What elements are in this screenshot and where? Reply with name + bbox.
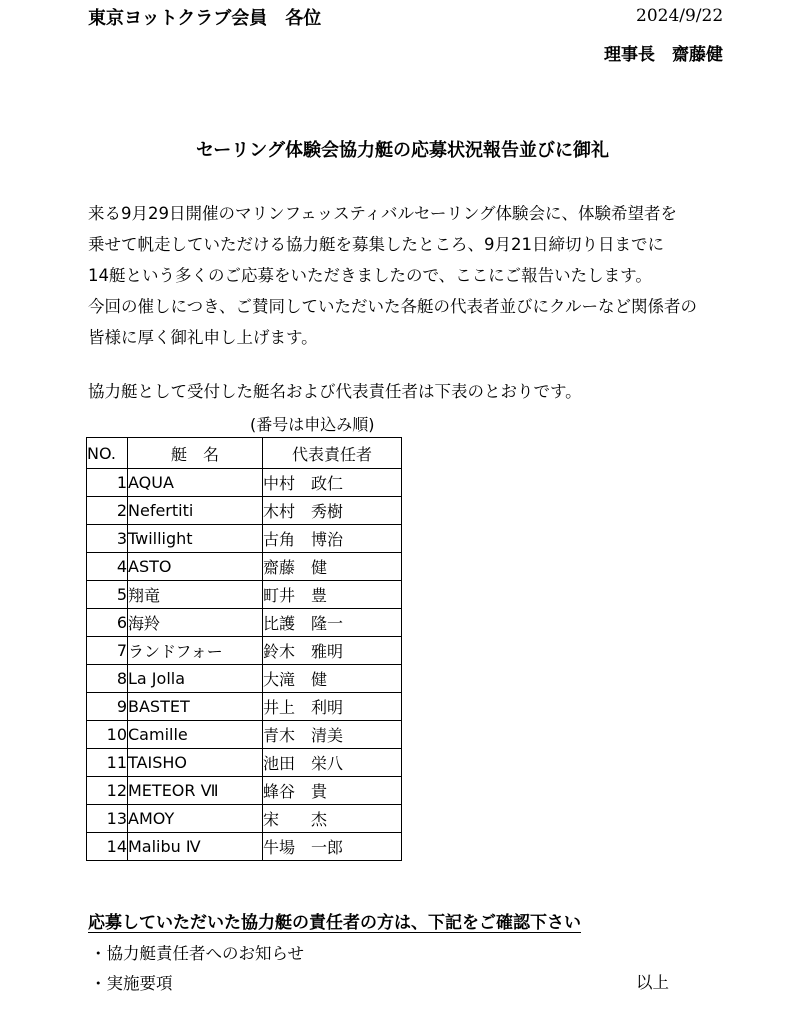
body-line: 来る9月29日開催のマリンフェッスティバルセーリング体験会に、体験希望者を <box>88 204 678 223</box>
body-line: 今回の催しにつき、ご賛同していただいた各艇の代表者並びにクルーなど関係者の <box>88 297 698 316</box>
boat-table <box>86 437 402 861</box>
table-row <box>87 581 402 609</box>
cell-representative: 蜂谷 貴 <box>263 777 402 805</box>
cell-no: 14 <box>87 833 128 861</box>
notice-heading: 応募していただいた協力艇の責任者の方は、下記をご確認下さい <box>88 913 581 933</box>
cell-no: 13 <box>87 805 128 833</box>
sender: 理事長 齋藤健 <box>604 45 723 65</box>
cell-boat-name: AQUA <box>128 469 263 497</box>
table-note: (番号は申込み順) <box>250 415 375 434</box>
cell-representative: 宋 杰 <box>263 805 402 833</box>
cell-boat-name: AMOY <box>128 805 263 833</box>
table-header-row <box>87 438 402 469</box>
cell-representative: 青木 清美 <box>263 721 402 749</box>
header-representative: 代表責任者 <box>263 438 402 469</box>
cell-representative: 井上 利明 <box>263 693 402 721</box>
table-row <box>87 553 402 581</box>
body-paragraph <box>88 198 788 353</box>
bullet-item-notice[interactable]: ・協力艇責任者へのお知らせ <box>90 944 305 963</box>
cell-no: 9 <box>87 693 128 721</box>
cell-representative: 牛場 一郎 <box>263 833 402 861</box>
table-intro: 協力艇として受付した艇名および代表責任者は下表のとおりです。 <box>88 382 582 401</box>
cell-representative: 齋藤 健 <box>263 553 402 581</box>
cell-no: 3 <box>87 525 128 553</box>
table-row <box>87 693 402 721</box>
closing-mark: 以上 <box>636 973 669 992</box>
cell-no: 8 <box>87 665 128 693</box>
body-line: 14艇という多くのご応募をいただきましたので、ここにご報告いたします。 <box>88 266 652 285</box>
cell-boat-name: Nefertiti <box>128 497 263 525</box>
cell-representative: 木村 秀樹 <box>263 497 402 525</box>
cell-boat-name: Malibu Ⅳ <box>128 833 263 861</box>
body-line: 皆様に厚く御礼申し上げます。 <box>88 328 318 347</box>
document-title: セーリング体験会協力艇の応募状況報告並びに御礼 <box>196 140 609 161</box>
bullet-item-guidelines[interactable]: ・実施要項 <box>90 974 173 993</box>
cell-representative: 鈴木 雅明 <box>263 637 402 665</box>
table-row <box>87 637 402 665</box>
document-date: 2024/9/22 <box>636 6 724 26</box>
cell-representative: 大滝 健 <box>263 665 402 693</box>
table-row <box>87 525 402 553</box>
cell-representative: 町井 豊 <box>263 581 402 609</box>
cell-boat-name: Twillight <box>128 525 263 553</box>
header-boat-name: 艇 名 <box>128 438 263 469</box>
table-row <box>87 469 402 497</box>
table-row <box>87 609 402 637</box>
header-no: NO. <box>87 438 128 469</box>
cell-no: 11 <box>87 749 128 777</box>
cell-boat-name: La Jolla <box>128 665 263 693</box>
cell-representative: 池田 栄八 <box>263 749 402 777</box>
table-row <box>87 805 402 833</box>
table-row <box>87 777 402 805</box>
addressee: 東京ヨットクラブ会員 各位 <box>88 8 322 29</box>
cell-no: 12 <box>87 777 128 805</box>
cell-boat-name: ランドフォー <box>128 637 263 665</box>
cell-representative: 中村 政仁 <box>263 469 402 497</box>
cell-no: 4 <box>87 553 128 581</box>
cell-no: 5 <box>87 581 128 609</box>
cell-boat-name: BASTET <box>128 693 263 721</box>
body-line: 乗せて帆走していただける協力艇を募集したところ、9月21日締切り日までに <box>88 235 664 254</box>
cell-boat-name: 翔竜 <box>128 581 263 609</box>
cell-representative: 比護 隆一 <box>263 609 402 637</box>
cell-boat-name: TAISHO <box>128 749 263 777</box>
table-row <box>87 749 402 777</box>
cell-no: 7 <box>87 637 128 665</box>
table-row <box>87 721 402 749</box>
cell-boat-name: Camille <box>128 721 263 749</box>
table-row <box>87 665 402 693</box>
cell-boat-name: 海羚 <box>128 609 263 637</box>
table-row <box>87 833 402 861</box>
cell-no: 2 <box>87 497 128 525</box>
cell-no: 6 <box>87 609 128 637</box>
cell-no: 1 <box>87 469 128 497</box>
cell-boat-name: METEOR Ⅶ <box>128 777 263 805</box>
boat-table-body <box>87 469 402 861</box>
cell-boat-name: ASTO <box>128 553 263 581</box>
cell-representative: 古角 博治 <box>263 525 402 553</box>
table-row <box>87 497 402 525</box>
cell-no: 10 <box>87 721 128 749</box>
